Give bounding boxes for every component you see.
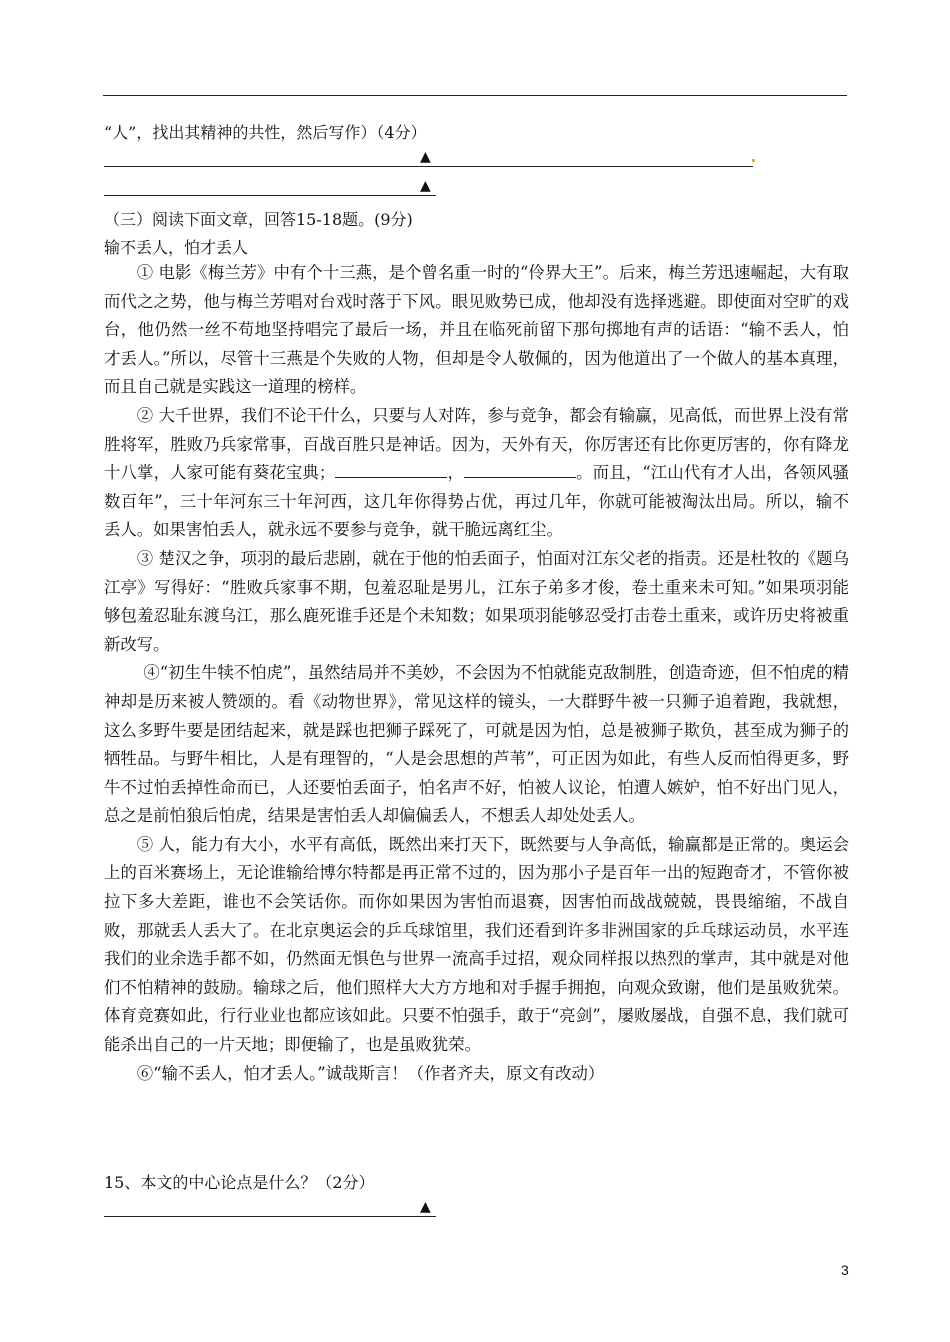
paragraph-2-part-a: ② 大千世界，我们不论干什么，只要与人对阵，参与竞争，都会有输赢，见高低，而世界上没有常胜将军，胜败乃兵家常事，百战百胜只是神话。因为，天外有天，你厉害还有比你更厉害的，你有降龙十八掌，人家可能有葵花宝典； — [104, 405, 849, 483]
question-15: 15、本文的中心论点是什么？（2分） — [104, 1173, 375, 1192]
paragraph-4: ④“初生牛犊不怕虎”，虽然结局并不美妙，不会因为不怕就能克敌制胜，创造奇迹，但不怕虎的精神却是历来被人赞颂的。看《动物世界》，常见这样的镜头，一大群野牛被一只狮子追着跑，我就想，这么多野牛要是团结起来，就是踩也把狮子踩死了，可就是因为怕，总是被狮子欺负，甚至成为狮子的牺牲品。与野牛相比，人是有理智的，“人是会思想的芦苇”，可正因为如此，有些人反而怕得更多，野牛不过怕丢掉性命而已，人还要怕丢面子，怕名声不好，怕被人议论，怕遭人嫉妒，怕不好出门见人，总之是前怕狼后怕虎，结果是害怕丢人却偏偏丢人，不想丢人却处处丢人。 — [104, 663, 849, 826]
fill-blank-2[interactable] — [464, 462, 576, 478]
answer-line-2[interactable] — [104, 195, 436, 196]
answer-line-3[interactable] — [104, 1216, 436, 1217]
fill-blank-1[interactable] — [335, 462, 447, 478]
paragraph-1: ① 电影《梅兰芳》中有个十三燕，是个曾名重一时的“伶界大王”。后来，梅兰芳迅速崛起，大有取而代之之势，他与梅兰芳唱对台戏时落于下风。眼见败势已成，他却没有选择逃避。即使面对空旷的戏台，他仍然一丝不苟地坚持唱完了最后一场，并且在临死前留下那句掷地有声的话语：“输不丢人，怕才丢人。”所以，尽管十三燕是个失败的人物，但却是令人敬佩的，因为他道出了一个做人的基本真理，而且自己就是实践这一道理的榜样。 — [104, 263, 849, 397]
triangle-marker-2: ▲ — [420, 178, 431, 194]
previous-question-tail: “人”，找出其精神的共性，然后写作）（4分） — [104, 123, 427, 142]
section-header: （三）阅读下面文章，回答15-18题。(9分) — [104, 210, 413, 229]
paragraph-2 — [104, 402, 849, 545]
triangle-marker-1: ▲ — [420, 149, 431, 165]
article-body — [104, 259, 849, 1088]
paragraph-6: ⑥“输不丢人，怕才丢人。”诚哉斯言！（作者齐夫，原文有改动） — [136, 1063, 605, 1083]
paragraph-3: ③ 楚汉之争，项羽的最后悲剧，就在于他的怕丢面子，怕面对江东父老的指责。还是杜牧的《题乌江亭》写得好：“胜败兵家事不期，包羞忍耻是男儿，江东子弟多才俊，卷土重来未可知。”如果项羽能够包羞忍耻东渡乌江，那么鹿死谁手还是个未知数；如果项羽能够忍受打击卷土重来，或许历史将被重新改写。 — [104, 548, 849, 654]
article-title: 输不丢人，怕才丢人 — [104, 238, 249, 257]
paragraph-2-part-b: 。而且，“江山代有才人出，各领风骚数百年”，三十年河东三十年河西，这几年你得势占优，再过几年，你就可能被淘汰出局。所以，输不丢人。如果害怕丢人，就永远不要参与竞争，就干脆远离红尘。 — [104, 463, 849, 540]
page-number: 3 — [841, 1262, 849, 1278]
header-rule — [103, 95, 847, 96]
blank-separator: ， — [447, 463, 464, 483]
answer-line-1[interactable] — [104, 166, 753, 167]
paragraph-5: ⑤ 人，能力有大小，水平有高低，既然出来打天下，既然要与人争高低，输赢都是正常的。奥运会上的百米赛场上，无论谁输给博尔特都是再正常不过的，因为那小子是百年一出的短跑奇才，不管你被拉下多大差距，谁也不会笑话你。而你如果因为害怕而退赛，因害怕而战战兢兢，畏畏缩缩，不战自败，那就丢人丢大了。在北京奥运会的乒乓球馆里，我们还看到许多非洲国家的乒乓球运动员，水平连我们的业余选手都不如，仍然面无惧色与世界一流高手过招，观众同样报以热烈的掌声，其中就是对他们不怕精神的鼓励。输球之后，他们照样大大方方地和对手握手拥抱，向观众致谢，他们是虽败犹荣。体育竞赛如此，行行业业也都应该如此。只要不怕强手，敢于“亮剑”，屡败屡战，自强不息，我们就可能杀出自己的一片天地；即便输了，也是虽败犹荣。 — [104, 834, 849, 1055]
ink-dot — [752, 159, 755, 162]
triangle-marker-3: ▲ — [420, 1199, 431, 1215]
